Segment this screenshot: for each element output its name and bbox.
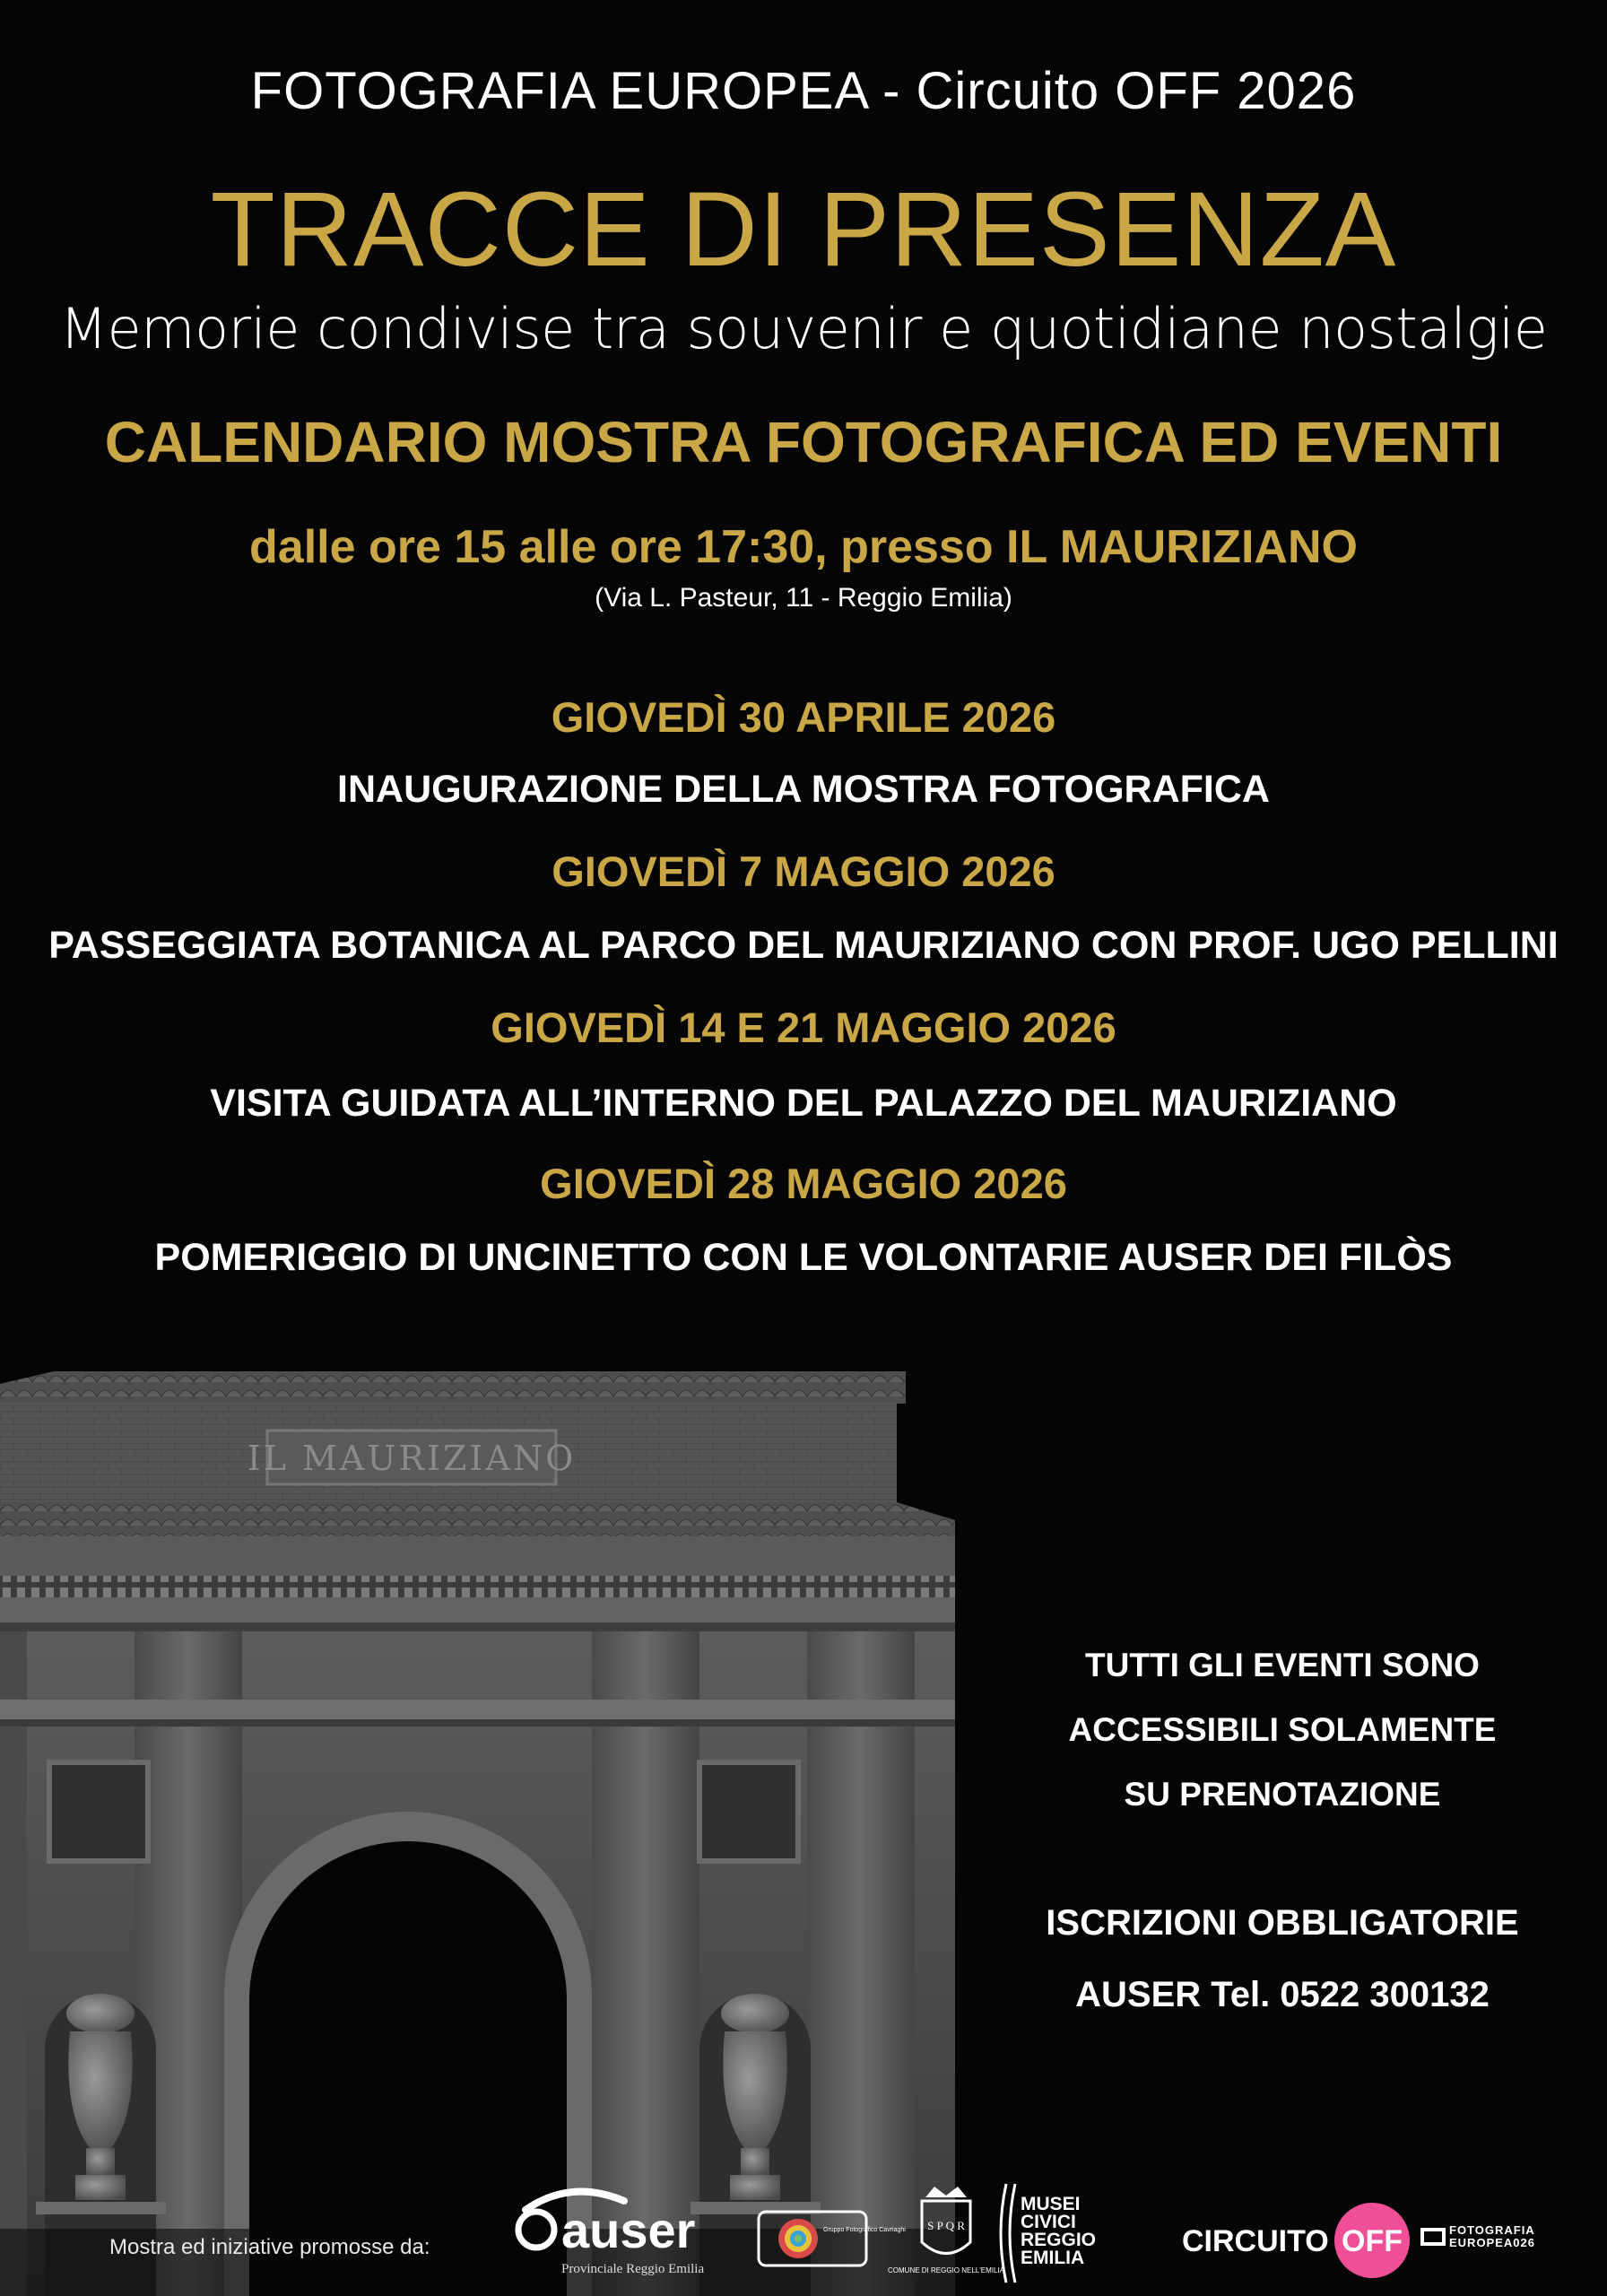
event-description-3: VISITA GUIDATA ALL’INTERNO DEL PALAZZO DEL MAURIZIANO: [210, 1082, 1397, 1125]
schedule-line: dalle ore 15 alle ore 17:30, presso IL MAURIZIANO: [249, 521, 1358, 573]
exhibition-title: TRACCE DI PRESENZA: [210, 170, 1397, 289]
svg-text:OFF: OFF: [1342, 2224, 1403, 2258]
gruppo-fotografico-logo: [755, 2199, 906, 2271]
booking-note-line-2: ACCESSIBILI SOLAMENTE: [1068, 1711, 1497, 1748]
svg-text:S P Q R: S P Q R: [927, 2219, 965, 2232]
event-description-4: POMERIGGIO DI UNCINETTO CON LE VOLONTARIE AUSER DEI FILÒS: [154, 1236, 1453, 1279]
booking-note-line-3: SU PRENOTAZIONE: [1124, 1776, 1441, 1813]
musei-civici-logo: MUSEI CIVICI REGGIO EMILIA: [994, 2179, 1155, 2287]
fotografia-europea-logo: FOTOGRAFIA EUROPEA026: [1420, 2222, 1564, 2258]
svg-text:Gruppo Fotografico Cavriaghi: Gruppo Fotografico Cavriaghi: [823, 2227, 906, 2233]
mauriziano-building-photo: [0, 1368, 960, 2296]
auser-phone: AUSER Tel. 0522 300132: [1075, 1975, 1490, 2014]
promoted-by-label: Mostra ed iniziative promosse da:: [109, 2235, 430, 2259]
building-inscription: IL MAURIZIANO: [247, 1439, 577, 1478]
address-line: (Via L. Pasteur, 11 - Reggio Emilia): [595, 583, 1012, 613]
svg-text:auser: auser: [561, 2202, 696, 2258]
exhibition-subtitle: Memorie condivise tra souvenir e quotidiane nostalgie: [59, 296, 1548, 361]
event-description-2: PASSEGGIATA BOTANICA AL PARCO DEL MAURIZIANO CON PROF. UGO PELLINI: [48, 924, 1559, 967]
svg-text:COMUNE DI REGGIO NELL'EMILIA: COMUNE DI REGGIO NELL'EMILIA: [888, 2266, 1004, 2274]
auser-logo: [499, 2174, 741, 2282]
circuito-off-logo: [1182, 2201, 1415, 2278]
event-date-4: GIOVEDÌ 28 MAGGIO 2026: [540, 1160, 1067, 1207]
svg-text:Provinciale Reggio Emilia: Provinciale Reggio Emilia: [561, 2262, 705, 2276]
calendar-heading: CALENDARIO MOSTRA FOTOGRAFICA ED EVENTI: [104, 410, 1503, 474]
svg-text:CIRCUITO: CIRCUITO: [1182, 2224, 1329, 2258]
booking-note-line-1: TUTTI GLI EVENTI SONO: [1085, 1647, 1480, 1683]
event-date-3: GIOVEDÌ 14 E 21 MAGGIO 2026: [491, 1004, 1116, 1051]
registration-required: ISCRIZIONI OBBLIGATORIE: [1046, 1903, 1519, 1943]
comune-reggio-emilia-logo: [888, 2179, 1004, 2287]
event-date-1: GIOVEDÌ 30 APRILE 2026: [551, 693, 1056, 741]
event-description-1: INAUGURAZIONE DELLA MOSTRA FOTOGRAFICA: [337, 768, 1270, 811]
festival-line: FOTOGRAFIA EUROPEA - Circuito OFF 2026: [250, 62, 1357, 120]
event-date-2: GIOVEDÌ 7 MAGGIO 2026: [552, 848, 1055, 895]
